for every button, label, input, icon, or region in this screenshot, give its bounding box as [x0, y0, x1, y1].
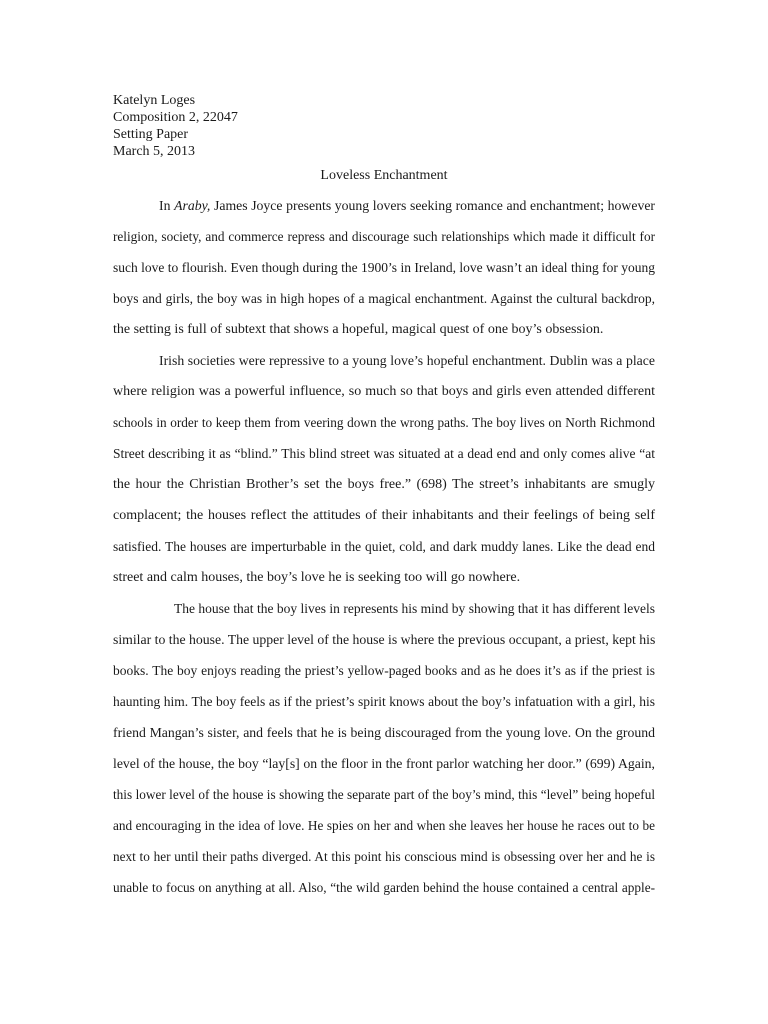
paragraph-line: satisfied. The houses are imperturbable in the quiet, cold, and dark muddy lanes. Like the dead end: [113, 539, 655, 554]
course-name: Composition 2, 22047: [113, 110, 238, 125]
paper-title: Loveless Enchantment: [320, 168, 448, 183]
paragraph-line: and encouraging in the idea of love. He spies on her and when she leaves her house he races out to be: [113, 818, 655, 833]
paragraph-line: friend Mangan’s sister, and feels that he is being discouraged from the young love. On the ground: [113, 725, 655, 740]
paragraph-line: Street describing it as “blind.” This blind street was situated at a dead end and only comes alive “at: [113, 446, 655, 461]
work-title-italic: Araby,: [174, 198, 211, 213]
paragraph-line: Irish societies were repressive to a young love’s hopeful enchantment. Dublin was a place: [159, 353, 655, 368]
paragraph-line: level of the house, the boy “lay[s] on the floor in the front parlor watching her door.” (699) Again,: [113, 756, 655, 771]
paragraph-line: the setting is full of subtext that shows a hopeful, magical quest of one boy’s obsession.: [113, 322, 604, 337]
paragraph-line: In Araby, James Joyce presents young lovers seeking romance and enchantment; however: [159, 198, 655, 213]
paragraph-line: books. The boy enjoys reading the priest’s yellow-paged books and as he does it’s as if the priest is: [113, 663, 655, 678]
paragraph-line: similar to the house. The upper level of the house is where the previous occupant, a priest, kept his: [113, 632, 656, 647]
assignment-name: Setting Paper: [113, 127, 189, 142]
paper-date: March 5, 2013: [113, 144, 196, 159]
paragraph-line: such love to flourish. Even though during the 1900’s in Ireland, love wasn’t an ideal thing for young: [113, 260, 655, 275]
header-block: [113, 92, 238, 160]
paragraph-line: this lower level of the house is showing the separate part of the boy’s mind, this “level” being hopeful: [113, 787, 655, 802]
paragraph-line: unable to focus on anything at all. Also, “the wild garden behind the house contained a central apple-: [113, 880, 655, 895]
paragraph-line: street and calm houses, the boy’s love he is seeking too will go nowhere.: [113, 570, 521, 585]
paragraph-line: The house that the boy lives in represents his mind by showing that it has different levels: [174, 601, 655, 616]
paragraph-line: haunting him. The boy feels as if the priest’s spirit knows about the boy’s infatuation with a girl, his: [113, 694, 655, 709]
paragraph-line: schools in order to keep them from veering down the wrong paths. The boy lives on North Richmond: [113, 415, 655, 430]
paragraph-line: next to her until their paths diverged. At this point his conscious mind is obsessing over her and he is: [113, 849, 655, 864]
paragraph-line: complacent; the houses reflect the attitudes of their inhabitants and their feelings of being self: [113, 508, 655, 523]
paragraph-line: where religion was a powerful influence, so much so that boys and girls even attended different: [113, 384, 655, 399]
paragraph-line: the hour the Christian Brother’s set the boys free.” (698) The street’s inhabitants are smugly: [113, 477, 655, 492]
paragraph-line: religion, society, and commerce repress and discourage such relationships which made it difficult for: [113, 229, 655, 244]
paragraph-line: boys and girls, the boy was in high hopes of a magical enchantment. Against the cultural backdrop,: [113, 291, 655, 306]
author-name: Katelyn Loges: [113, 93, 196, 108]
